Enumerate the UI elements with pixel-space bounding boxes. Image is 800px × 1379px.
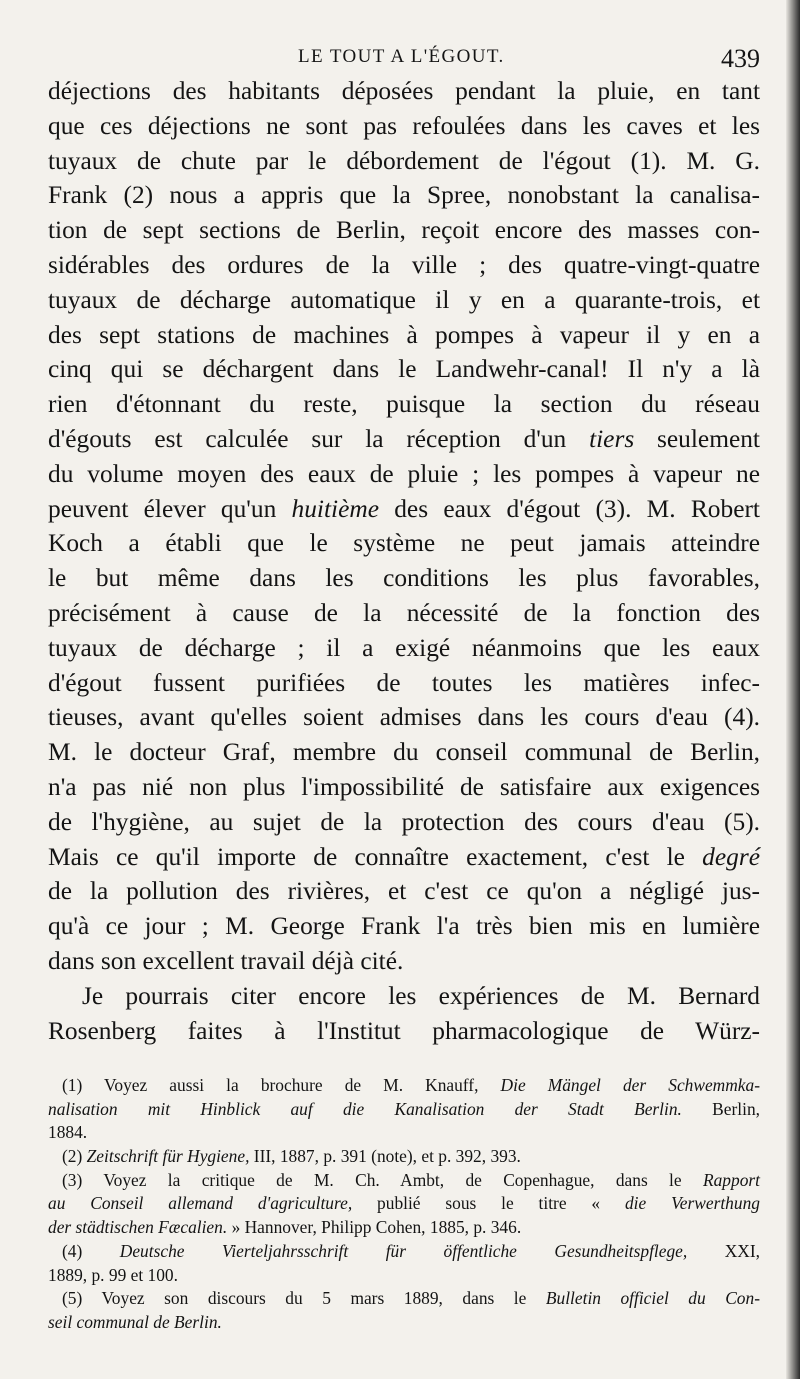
footnote-2: [48, 1145, 760, 1169]
text-line: tion de sept sections de Berlin, reçoit encore des masses con-: [48, 216, 760, 245]
footnote-text: (3) Voyez la critique de M. Ch. Ambt, de Copenhague, dans le: [62, 1169, 682, 1190]
text-line: tuyaux de chute par le débordement de l'égout (1). M. G.: [48, 146, 760, 175]
page-number: 439: [721, 44, 760, 73]
text-line: rien d'étonnant du reste, puisque la section du réseau: [48, 390, 760, 419]
footnote-1-cont: [48, 1098, 760, 1122]
text-line: Frank (2) nous a appris que la Spree, nonobstant la canalisa-: [48, 181, 760, 210]
footnote-text: (2): [62, 1146, 83, 1167]
footnote-1-end: 1884.: [48, 1122, 88, 1143]
footnote-italic: Rapport: [702, 1169, 760, 1190]
footnote-italic: nalisation mit Hinblick auf die Kanalisation der Stadt Berlin.: [48, 1098, 682, 1119]
footnote-italic: au Conseil allemand d'agriculture,: [48, 1193, 353, 1214]
footnote-3-end: [48, 1216, 760, 1240]
text-line: M. le docteur Graf, membre du conseil communal de Berlin,: [48, 738, 760, 767]
footnote-italic: Deutsche Vierteljahrsschrift für öffentliche Gesundheitspflege,: [119, 1240, 688, 1261]
text-line: de la pollution des rivières, et c'est ce qu'on a négligé jus-: [48, 877, 760, 906]
text-line: n'a pas nié non plus l'impossibilité de satisfaire aux exigences: [48, 772, 760, 801]
footnote-4: [48, 1240, 760, 1264]
italic-emphasis: tiers: [589, 424, 635, 453]
footnote-4-end: 1889, p. 99 et 100.: [48, 1264, 178, 1285]
text-line: précisément à cause de la nécessité de la fonction des: [48, 598, 760, 627]
text-line: [48, 422, 760, 457]
footnote-text: Berlin,: [712, 1098, 760, 1119]
running-title: LE TOUT A L'ÉGOUT.: [298, 46, 505, 67]
text-line: tieuses, avant qu'elles soient admises dans les cours d'eau (4).: [48, 703, 760, 732]
text-line: tuyaux de décharge ; il a exigé néanmoins que les eaux: [48, 633, 760, 662]
footnote-text: (4): [62, 1240, 83, 1261]
footnote-text: (5) Voyez son discours du 5 mars 1889, dans le: [62, 1288, 527, 1309]
footnote-text: publié sous le titre «: [377, 1193, 601, 1214]
text-line: du volume moyen des eaux de pluie ; les pompes à vapeur ne: [48, 459, 760, 488]
text-line: Rosenberg faites à l'Institut pharmacologique de Würz-: [48, 1016, 760, 1045]
footnote-5: [48, 1287, 760, 1311]
text-line: des sept stations de machines à pompes à vapeur il y en a: [48, 320, 760, 349]
text-line: que ces déjections ne sont pas refoulées dans les caves et les: [48, 111, 760, 140]
text-segment: peuvent élever qu'un: [48, 494, 277, 523]
footnote-italic: Zeitschrift für Hygiene,: [86, 1146, 250, 1167]
italic-emphasis: huitième: [291, 494, 379, 523]
footnote-text: » Hannover, Philipp Cohen, 1885, p. 346.: [231, 1217, 522, 1238]
footnote-text: XXI,: [724, 1240, 760, 1261]
text-segment: d'égouts est calculée sur la réception d'un: [48, 424, 567, 453]
text-line: de l'hygiène, au sujet de la protection des cours d'eau (5).: [48, 807, 760, 836]
footnote-italic: der städtischen Fæcalien.: [48, 1217, 228, 1238]
text-line: Koch a établi que le système ne peut jamais atteindre: [48, 529, 760, 558]
footnote-3: [48, 1169, 760, 1193]
text-line: Je pourrais citer encore les expériences de M. Bernard: [82, 981, 760, 1010]
text-line: qu'à ce jour ; M. George Frank l'a très bien mis en lumière: [48, 912, 760, 941]
page-edge-shadow: [786, 0, 800, 1379]
text-line: tuyaux de décharge automatique il y en a quarante-trois, et: [48, 285, 760, 314]
text-segment: des eaux d'égout (3). M. Robert: [394, 494, 760, 523]
footnote-italic: seil communal de Berlin.: [48, 1311, 222, 1332]
footnote-text: (1) Voyez aussi la brochure de M. Knauff,: [62, 1075, 479, 1095]
text-line: [48, 492, 760, 527]
footnote-3-cont: [48, 1192, 760, 1216]
text-line: dans son excellent travail déjà cité.: [48, 946, 404, 975]
text-line: [48, 840, 760, 875]
text-line: cinq qui se déchargent dans le Landwehr-canal! Il n'y a là: [48, 355, 760, 384]
footnote-text: III, 1887, p. 391 (note), et p. 392, 393.: [253, 1146, 521, 1167]
footnote-italic: die Verwerthung: [624, 1193, 760, 1214]
footnote-italic: Bulletin officiel du Con-: [545, 1288, 760, 1309]
footnote-1: [48, 1074, 760, 1098]
text-line: sidérables des ordures de la ville ; des quatre-vingt-quatre: [48, 250, 760, 279]
text-segment: Mais ce qu'il importe de connaître exactement, c'est le: [48, 842, 685, 871]
main-text: [48, 74, 760, 1048]
text-segment: seulement: [657, 424, 760, 453]
text-line: d'égout fussent purifiées de toutes les matières infec-: [48, 668, 760, 697]
footnotes: [48, 1074, 760, 1335]
italic-emphasis: degré: [702, 842, 760, 871]
footnote-italic: Die Mängel der Schwemmka-: [500, 1075, 761, 1095]
text-line: déjections des habitants déposées pendant la pluie, en tant: [48, 77, 760, 105]
text-line: le but même dans les conditions les plus favorables,: [48, 564, 760, 593]
footnote-5-end: [48, 1311, 760, 1335]
